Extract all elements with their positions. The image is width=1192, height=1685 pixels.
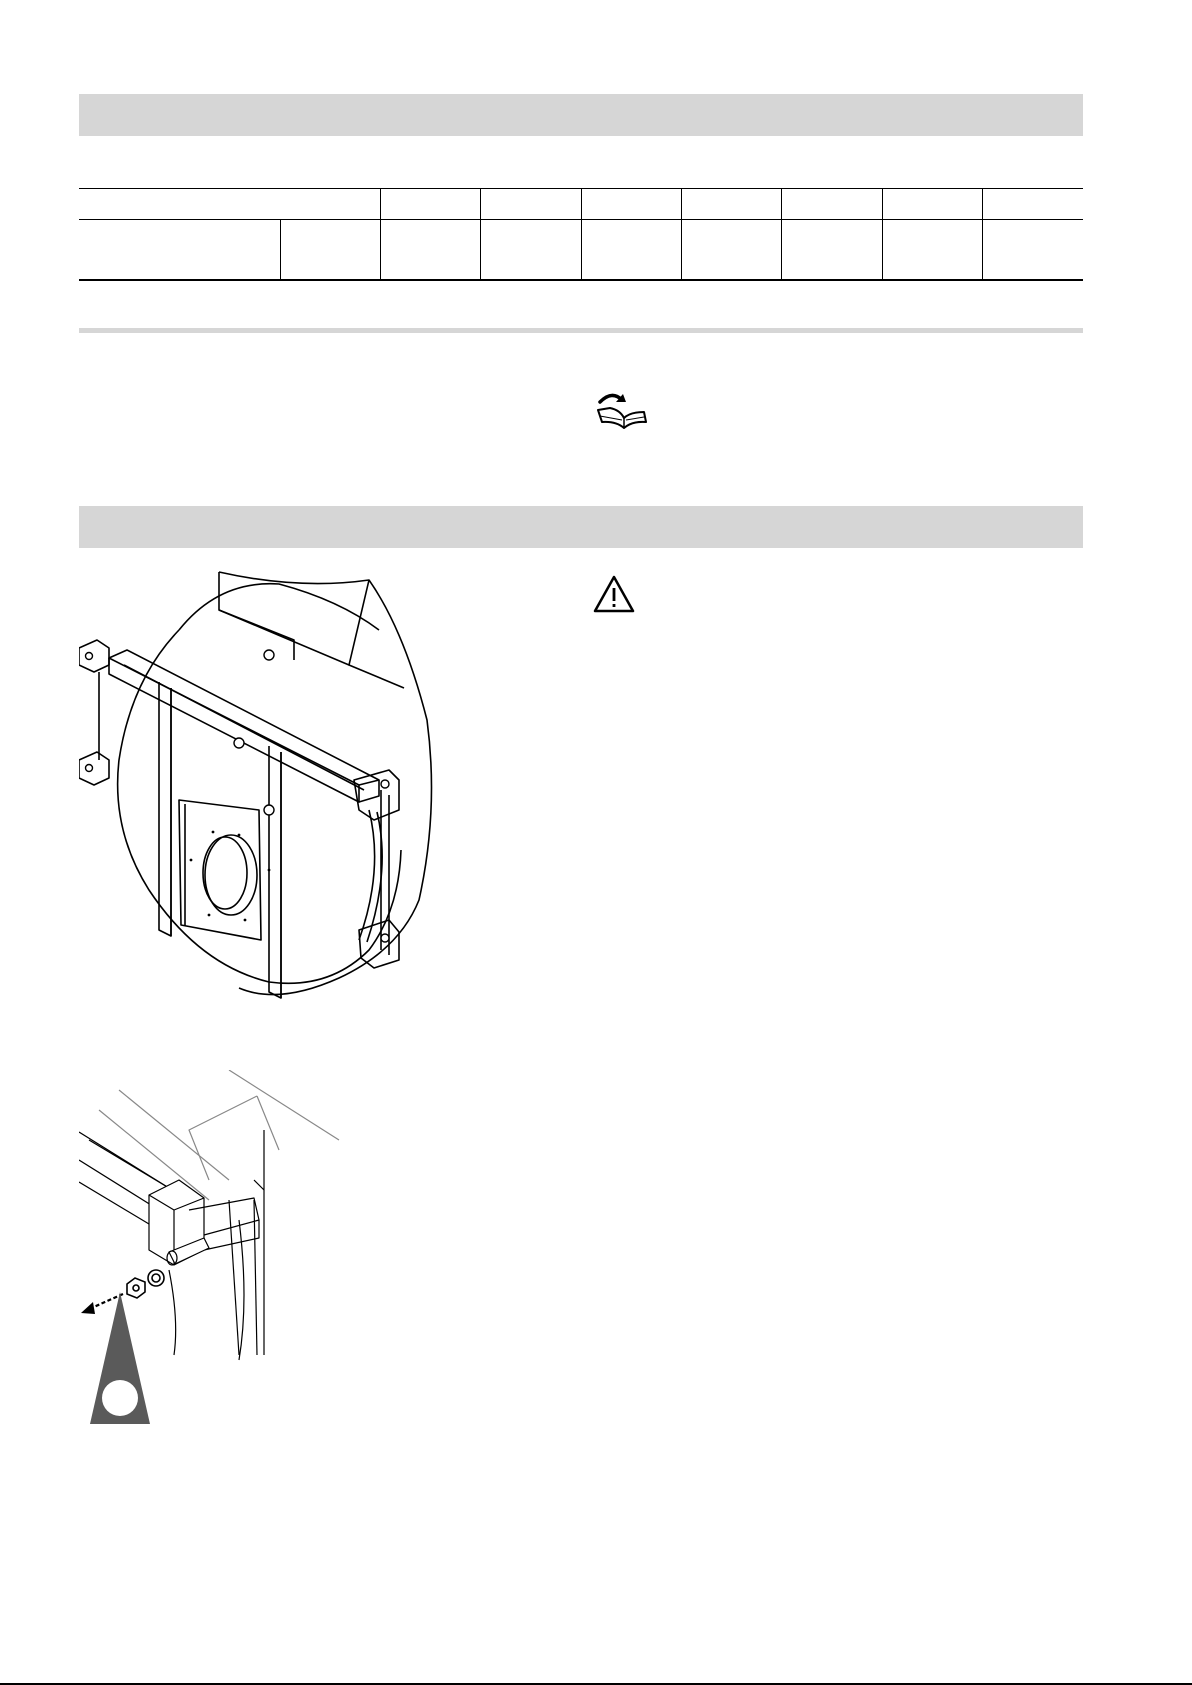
table-col-sep [380, 188, 381, 219]
step-marker-icon [90, 1292, 150, 1424]
table-col-sep [781, 219, 782, 279]
table-col-sep [781, 188, 782, 219]
section-header-band [79, 94, 1083, 136]
section-separator [79, 328, 1083, 333]
table-col-sep [681, 188, 682, 219]
table-col-sep [982, 188, 983, 219]
warning-triangle-icon [593, 574, 635, 614]
table-col-sep [480, 219, 481, 279]
table-col-sep [581, 188, 582, 219]
table-col-sep [581, 219, 582, 279]
table-col-sep [280, 219, 281, 279]
table-bottom-rule [79, 279, 1083, 281]
section-header-band [79, 506, 1083, 548]
table-col-sep [480, 188, 481, 219]
table-col-sep [882, 219, 883, 279]
table-col-sep [882, 188, 883, 219]
table-col-sep [380, 219, 381, 279]
book-page-turn-icon [592, 388, 652, 434]
boiler-door-illustration [79, 570, 449, 1010]
table-col-sep [982, 219, 983, 279]
table-col-sep [681, 219, 682, 279]
